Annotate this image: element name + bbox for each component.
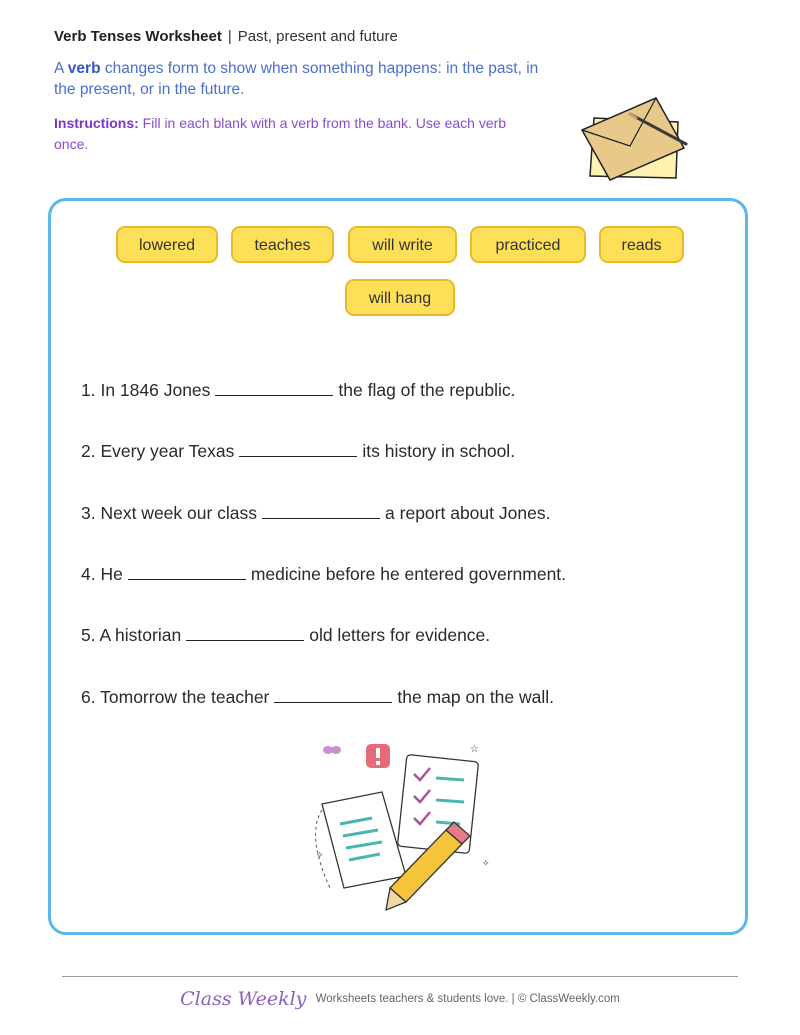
svg-text:☆: ☆	[470, 744, 479, 755]
sentence-5	[81, 625, 490, 646]
answer-blank[interactable]	[262, 504, 380, 519]
word-bank-chip[interactable]: teaches	[231, 226, 334, 263]
alert-bubble-icon	[366, 744, 390, 768]
svg-text:✧: ✧	[482, 858, 490, 868]
intro-rest: changes form to show when something happens: in the past, in the present, or in the future.	[54, 60, 539, 98]
sentence-1	[81, 380, 515, 401]
instructions-text: Fill in each blank with a verb from the bank. Use each verb once.	[54, 115, 507, 152]
footer-separator: |	[511, 993, 515, 1005]
header-separator: |	[227, 28, 232, 45]
sentence-3	[81, 503, 550, 524]
sentence-after: the flag of the republic.	[338, 380, 516, 400]
checklist-pencil-illustration	[310, 738, 500, 913]
envelope-pencil-illustration	[578, 92, 693, 184]
sentence-after: a report about Jones.	[385, 503, 551, 523]
brand-logo: Class Weekly	[180, 988, 307, 1010]
worksheet-header	[54, 28, 398, 45]
instructions	[54, 113, 534, 155]
sentence-after: old letters for evidence.	[309, 625, 491, 645]
footer-site: © ClassWeekly.com	[517, 993, 620, 1005]
intro-text	[54, 58, 554, 100]
intro-prefix: A	[54, 60, 64, 77]
sentence-2	[81, 441, 515, 462]
sentence-after: medicine before he entered government.	[250, 564, 567, 584]
sentence-before: 1. In 1846 Jones	[81, 380, 211, 400]
worksheet-title: Verb Tenses Worksheet	[54, 28, 222, 45]
word-bank-chip[interactable]: reads	[599, 226, 684, 263]
sentence-before: 5. A historian	[81, 625, 182, 645]
instructions-label: Instructions:	[54, 115, 139, 131]
sentence-6	[81, 687, 554, 708]
word-bank-chip[interactable]: practiced	[470, 226, 586, 263]
sentence-after: its history in school.	[362, 441, 516, 461]
footer-divider	[62, 976, 738, 977]
answer-blank[interactable]	[128, 565, 246, 580]
sentence-before: 2. Every year Texas	[81, 441, 235, 461]
word-bank-chip[interactable]: lowered	[116, 226, 218, 263]
footer	[0, 988, 800, 1010]
sentence-before: 4. He	[81, 564, 123, 584]
sentence-after: the map on the wall.	[397, 687, 555, 707]
answer-blank[interactable]	[274, 688, 392, 703]
sentence-before: 3. Next week our class	[81, 503, 258, 523]
document-paper-icon	[322, 792, 406, 888]
answer-blank[interactable]	[239, 442, 357, 457]
word-bank-chip[interactable]: will hang	[345, 279, 455, 316]
intro-keyword: verb	[67, 60, 101, 77]
word-bank-chip[interactable]: will write	[348, 226, 457, 263]
butterfly-icon	[323, 746, 341, 754]
answer-blank[interactable]	[186, 626, 304, 641]
sentence-4	[81, 564, 566, 585]
answer-blank[interactable]	[215, 381, 333, 396]
svg-text:✧: ✧	[316, 850, 324, 860]
worksheet-subtitle: Past, present and future	[237, 28, 398, 45]
sentence-before: 6. Tomorrow the teacher	[81, 687, 270, 707]
footer-tagline: Worksheets teachers & students love.	[315, 993, 509, 1005]
